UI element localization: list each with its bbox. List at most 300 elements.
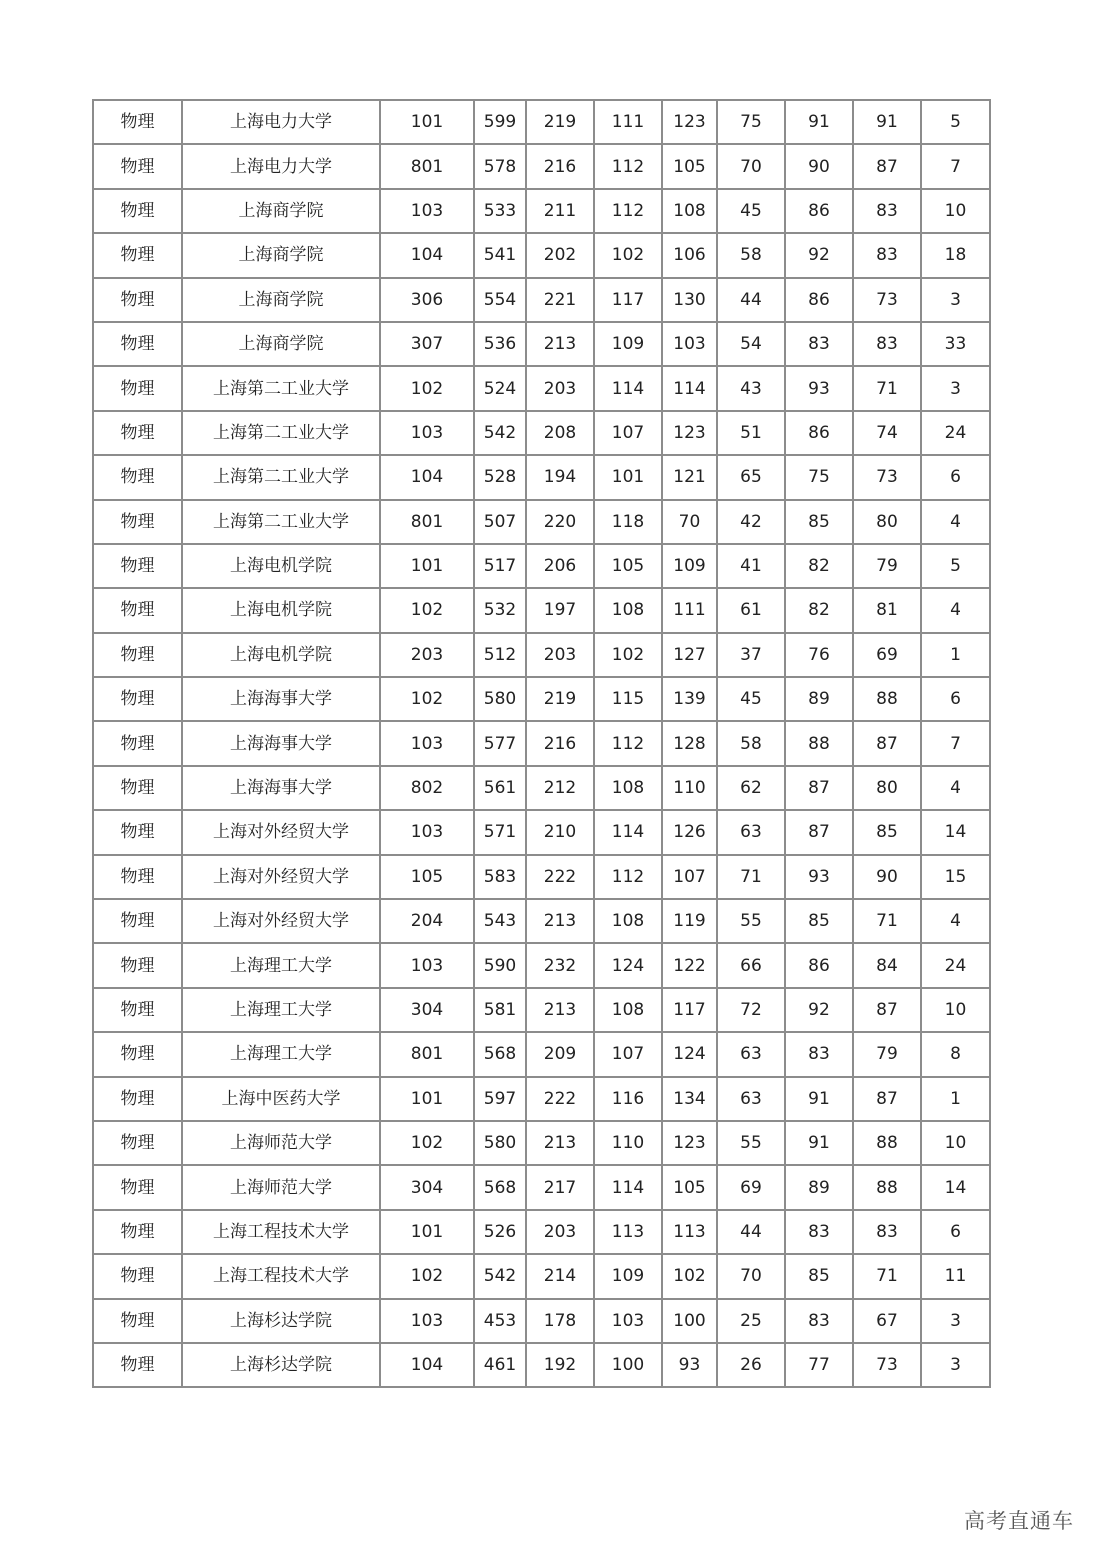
cell-elective-b: 84 xyxy=(853,943,921,987)
cell-school: 上海海事大学 xyxy=(182,677,380,721)
table-row xyxy=(93,1165,990,1209)
cell-foreign: 69 xyxy=(717,1165,785,1209)
cell-foreign: 61 xyxy=(717,588,785,632)
cell-elective-a: 86 xyxy=(785,411,853,455)
cell-school: 上海第二工业大学 xyxy=(182,500,380,544)
cell-foreign: 63 xyxy=(717,810,785,854)
cell-subject: 物理 xyxy=(93,633,182,677)
cell-elective-b: 83 xyxy=(853,189,921,233)
cell-elective-a: 88 xyxy=(785,721,853,765)
cell-elective-b: 73 xyxy=(853,455,921,499)
cell-foreign: 65 xyxy=(717,455,785,499)
cell-school: 上海工程技术大学 xyxy=(182,1210,380,1254)
cell-chinese-math-sum: 210 xyxy=(526,810,594,854)
cell-chinese-math-sum: 213 xyxy=(526,899,594,943)
cell-chinese: 109 xyxy=(594,322,662,366)
cell-math: 113 xyxy=(662,1210,717,1254)
cell-school: 上海理工大学 xyxy=(182,988,380,1032)
cell-math: 139 xyxy=(662,677,717,721)
cell-group-code: 104 xyxy=(380,455,474,499)
cell-elective-b: 80 xyxy=(853,500,921,544)
cell-school: 上海第二工业大学 xyxy=(182,366,380,410)
cell-math: 105 xyxy=(662,144,717,188)
cell-group-code: 101 xyxy=(380,544,474,588)
cell-chinese: 101 xyxy=(594,455,662,499)
cell-school: 上海海事大学 xyxy=(182,766,380,810)
cell-math: 126 xyxy=(662,810,717,854)
cell-chinese-math-sum: 219 xyxy=(526,100,594,144)
cell-elective-a: 87 xyxy=(785,766,853,810)
cell-count: 7 xyxy=(921,144,990,188)
cell-elective-a: 83 xyxy=(785,1210,853,1254)
cell-max-score: 542 xyxy=(474,1254,526,1298)
cell-elective-b: 79 xyxy=(853,544,921,588)
cell-foreign: 63 xyxy=(717,1077,785,1121)
cell-school: 上海第二工业大学 xyxy=(182,455,380,499)
cell-elective-a: 83 xyxy=(785,1032,853,1076)
cell-school: 上海电机学院 xyxy=(182,633,380,677)
cell-max-score: 580 xyxy=(474,677,526,721)
cell-math: 134 xyxy=(662,1077,717,1121)
cell-math: 102 xyxy=(662,1254,717,1298)
cell-elective-b: 87 xyxy=(853,144,921,188)
table-row xyxy=(93,1032,990,1076)
cell-elective-a: 93 xyxy=(785,366,853,410)
cell-max-score: 578 xyxy=(474,144,526,188)
cell-elective-b: 87 xyxy=(853,721,921,765)
cell-elective-a: 85 xyxy=(785,1254,853,1298)
cell-math: 117 xyxy=(662,988,717,1032)
cell-chinese-math-sum: 206 xyxy=(526,544,594,588)
cell-max-score: 532 xyxy=(474,588,526,632)
cell-chinese: 109 xyxy=(594,1254,662,1298)
cell-foreign: 54 xyxy=(717,322,785,366)
cell-chinese: 111 xyxy=(594,100,662,144)
table-row xyxy=(93,366,990,410)
cell-chinese-math-sum: 203 xyxy=(526,366,594,410)
cell-elective-b: 79 xyxy=(853,1032,921,1076)
cell-chinese-math-sum: 194 xyxy=(526,455,594,499)
cell-count: 8 xyxy=(921,1032,990,1076)
cell-elective-b: 83 xyxy=(853,233,921,277)
cell-chinese: 105 xyxy=(594,544,662,588)
table-row xyxy=(93,500,990,544)
cell-chinese: 102 xyxy=(594,633,662,677)
cell-subject: 物理 xyxy=(93,677,182,721)
cell-count: 6 xyxy=(921,1210,990,1254)
cell-school: 上海商学院 xyxy=(182,278,380,322)
cell-subject: 物理 xyxy=(93,899,182,943)
table-row xyxy=(93,899,990,943)
cell-foreign: 45 xyxy=(717,677,785,721)
cell-subject: 物理 xyxy=(93,455,182,499)
cell-chinese: 113 xyxy=(594,1210,662,1254)
cell-elective-a: 75 xyxy=(785,455,853,499)
cell-subject: 物理 xyxy=(93,278,182,322)
cell-max-score: 528 xyxy=(474,455,526,499)
cell-chinese: 107 xyxy=(594,411,662,455)
cell-chinese-math-sum: 208 xyxy=(526,411,594,455)
cell-chinese-math-sum: 211 xyxy=(526,189,594,233)
cell-math: 128 xyxy=(662,721,717,765)
cell-count: 1 xyxy=(921,1077,990,1121)
cell-elective-b: 90 xyxy=(853,855,921,899)
cell-max-score: 581 xyxy=(474,988,526,1032)
table-row xyxy=(93,411,990,455)
cell-school: 上海工程技术大学 xyxy=(182,1254,380,1298)
cell-group-code: 203 xyxy=(380,633,474,677)
cell-foreign: 42 xyxy=(717,500,785,544)
cell-chinese: 108 xyxy=(594,899,662,943)
cell-count: 15 xyxy=(921,855,990,899)
cell-elective-b: 83 xyxy=(853,1210,921,1254)
cell-elective-b: 88 xyxy=(853,1165,921,1209)
cell-count: 33 xyxy=(921,322,990,366)
cell-group-code: 105 xyxy=(380,855,474,899)
cell-chinese: 108 xyxy=(594,988,662,1032)
cell-elective-b: 81 xyxy=(853,588,921,632)
cell-subject: 物理 xyxy=(93,1343,182,1387)
cell-chinese: 108 xyxy=(594,588,662,632)
cell-foreign: 62 xyxy=(717,766,785,810)
cell-foreign: 44 xyxy=(717,1210,785,1254)
cell-group-code: 101 xyxy=(380,1077,474,1121)
cell-elective-b: 88 xyxy=(853,1121,921,1165)
table-body xyxy=(93,100,990,1387)
cell-subject: 物理 xyxy=(93,766,182,810)
cell-chinese: 114 xyxy=(594,366,662,410)
cell-math: 119 xyxy=(662,899,717,943)
cell-chinese-math-sum: 192 xyxy=(526,1343,594,1387)
cell-subject: 物理 xyxy=(93,366,182,410)
cell-count: 14 xyxy=(921,1165,990,1209)
table-row xyxy=(93,1121,990,1165)
cell-math: 123 xyxy=(662,100,717,144)
cell-chinese: 108 xyxy=(594,766,662,810)
cell-group-code: 101 xyxy=(380,100,474,144)
cell-school: 上海商学院 xyxy=(182,322,380,366)
cell-subject: 物理 xyxy=(93,1165,182,1209)
table-row xyxy=(93,233,990,277)
cell-max-score: 524 xyxy=(474,366,526,410)
cell-count: 3 xyxy=(921,278,990,322)
table-row xyxy=(93,677,990,721)
cell-group-code: 204 xyxy=(380,899,474,943)
cell-chinese-math-sum: 221 xyxy=(526,278,594,322)
cell-count: 10 xyxy=(921,1121,990,1165)
cell-school: 上海电机学院 xyxy=(182,588,380,632)
cell-foreign: 25 xyxy=(717,1299,785,1343)
cell-chinese: 112 xyxy=(594,189,662,233)
cell-count: 6 xyxy=(921,677,990,721)
cell-foreign: 51 xyxy=(717,411,785,455)
cell-elective-a: 91 xyxy=(785,100,853,144)
cell-subject: 物理 xyxy=(93,500,182,544)
cell-max-score: 542 xyxy=(474,411,526,455)
cell-max-score: 554 xyxy=(474,278,526,322)
cell-count: 14 xyxy=(921,810,990,854)
cell-elective-b: 74 xyxy=(853,411,921,455)
cell-max-score: 461 xyxy=(474,1343,526,1387)
cell-count: 4 xyxy=(921,766,990,810)
cell-group-code: 802 xyxy=(380,766,474,810)
cell-foreign: 26 xyxy=(717,1343,785,1387)
cell-max-score: 507 xyxy=(474,500,526,544)
cell-math: 127 xyxy=(662,633,717,677)
cell-math: 123 xyxy=(662,411,717,455)
cell-math: 93 xyxy=(662,1343,717,1387)
cell-count: 4 xyxy=(921,500,990,544)
cell-math: 111 xyxy=(662,588,717,632)
cell-elective-a: 91 xyxy=(785,1121,853,1165)
cell-count: 4 xyxy=(921,899,990,943)
cell-chinese-math-sum: 202 xyxy=(526,233,594,277)
cell-max-score: 541 xyxy=(474,233,526,277)
cell-subject: 物理 xyxy=(93,810,182,854)
cell-school: 上海对外经贸大学 xyxy=(182,899,380,943)
cell-group-code: 103 xyxy=(380,943,474,987)
cell-chinese: 107 xyxy=(594,1032,662,1076)
cell-elective-b: 88 xyxy=(853,677,921,721)
table-row xyxy=(93,1077,990,1121)
cell-max-score: 583 xyxy=(474,855,526,899)
cell-max-score: 561 xyxy=(474,766,526,810)
cell-school: 上海电力大学 xyxy=(182,100,380,144)
cell-foreign: 58 xyxy=(717,233,785,277)
cell-max-score: 512 xyxy=(474,633,526,677)
cell-chinese-math-sum: 209 xyxy=(526,1032,594,1076)
cell-subject: 物理 xyxy=(93,544,182,588)
cell-count: 3 xyxy=(921,366,990,410)
cell-max-score: 517 xyxy=(474,544,526,588)
cell-elective-a: 82 xyxy=(785,588,853,632)
cell-chinese-math-sum: 222 xyxy=(526,1077,594,1121)
cell-chinese: 112 xyxy=(594,721,662,765)
cell-elective-b: 80 xyxy=(853,766,921,810)
cell-math: 106 xyxy=(662,233,717,277)
table-row xyxy=(93,633,990,677)
cell-elective-a: 85 xyxy=(785,500,853,544)
cell-school: 上海理工大学 xyxy=(182,943,380,987)
cell-count: 1 xyxy=(921,633,990,677)
cell-max-score: 543 xyxy=(474,899,526,943)
cell-group-code: 304 xyxy=(380,1165,474,1209)
cell-school: 上海中医药大学 xyxy=(182,1077,380,1121)
table-row xyxy=(93,588,990,632)
cell-chinese: 112 xyxy=(594,144,662,188)
cell-school: 上海对外经贸大学 xyxy=(182,810,380,854)
cell-subject: 物理 xyxy=(93,100,182,144)
cell-max-score: 571 xyxy=(474,810,526,854)
cell-elective-a: 86 xyxy=(785,943,853,987)
cell-group-code: 101 xyxy=(380,1210,474,1254)
cell-count: 4 xyxy=(921,588,990,632)
cell-math: 107 xyxy=(662,855,717,899)
cell-foreign: 55 xyxy=(717,1121,785,1165)
cell-group-code: 801 xyxy=(380,1032,474,1076)
cell-chinese: 114 xyxy=(594,810,662,854)
table-row xyxy=(93,721,990,765)
cell-school: 上海海事大学 xyxy=(182,721,380,765)
cell-foreign: 58 xyxy=(717,721,785,765)
cell-group-code: 102 xyxy=(380,1254,474,1298)
score-table xyxy=(92,99,991,1388)
cell-elective-b: 69 xyxy=(853,633,921,677)
cell-max-score: 526 xyxy=(474,1210,526,1254)
cell-subject: 物理 xyxy=(93,988,182,1032)
cell-subject: 物理 xyxy=(93,1299,182,1343)
cell-math: 109 xyxy=(662,544,717,588)
cell-group-code: 304 xyxy=(380,988,474,1032)
cell-group-code: 103 xyxy=(380,411,474,455)
cell-foreign: 75 xyxy=(717,100,785,144)
cell-group-code: 104 xyxy=(380,1343,474,1387)
cell-math: 70 xyxy=(662,500,717,544)
table-row xyxy=(93,988,990,1032)
cell-chinese: 116 xyxy=(594,1077,662,1121)
cell-chinese: 114 xyxy=(594,1165,662,1209)
cell-chinese-math-sum: 222 xyxy=(526,855,594,899)
cell-math: 105 xyxy=(662,1165,717,1209)
table-row xyxy=(93,322,990,366)
cell-group-code: 102 xyxy=(380,1121,474,1165)
cell-elective-b: 73 xyxy=(853,278,921,322)
cell-elective-b: 87 xyxy=(853,1077,921,1121)
cell-elective-a: 87 xyxy=(785,810,853,854)
table-row xyxy=(93,144,990,188)
cell-chinese-math-sum: 197 xyxy=(526,588,594,632)
watermark-text: 高考直通车 xyxy=(964,1509,1074,1533)
table-row xyxy=(93,943,990,987)
cell-chinese: 112 xyxy=(594,855,662,899)
cell-group-code: 103 xyxy=(380,721,474,765)
cell-group-code: 103 xyxy=(380,810,474,854)
cell-math: 123 xyxy=(662,1121,717,1165)
cell-elective-b: 73 xyxy=(853,1343,921,1387)
cell-group-code: 103 xyxy=(380,189,474,233)
cell-school: 上海杉达学院 xyxy=(182,1343,380,1387)
cell-elective-a: 93 xyxy=(785,855,853,899)
cell-count: 5 xyxy=(921,100,990,144)
cell-math: 100 xyxy=(662,1299,717,1343)
table-row xyxy=(93,278,990,322)
cell-foreign: 71 xyxy=(717,855,785,899)
cell-elective-b: 67 xyxy=(853,1299,921,1343)
cell-chinese: 110 xyxy=(594,1121,662,1165)
cell-elective-b: 85 xyxy=(853,810,921,854)
cell-group-code: 102 xyxy=(380,366,474,410)
cell-elective-b: 71 xyxy=(853,899,921,943)
cell-chinese-math-sum: 178 xyxy=(526,1299,594,1343)
table-row xyxy=(93,1299,990,1343)
cell-foreign: 66 xyxy=(717,943,785,987)
cell-foreign: 43 xyxy=(717,366,785,410)
cell-count: 6 xyxy=(921,455,990,499)
cell-max-score: 453 xyxy=(474,1299,526,1343)
cell-elective-a: 92 xyxy=(785,233,853,277)
cell-subject: 物理 xyxy=(93,1032,182,1076)
table-row xyxy=(93,766,990,810)
cell-subject: 物理 xyxy=(93,855,182,899)
cell-chinese-math-sum: 212 xyxy=(526,766,594,810)
cell-chinese: 100 xyxy=(594,1343,662,1387)
cell-chinese-math-sum: 217 xyxy=(526,1165,594,1209)
cell-count: 24 xyxy=(921,411,990,455)
cell-foreign: 44 xyxy=(717,278,785,322)
cell-max-score: 580 xyxy=(474,1121,526,1165)
cell-math: 110 xyxy=(662,766,717,810)
cell-elective-b: 83 xyxy=(853,322,921,366)
table-row xyxy=(93,1254,990,1298)
cell-foreign: 37 xyxy=(717,633,785,677)
cell-foreign: 41 xyxy=(717,544,785,588)
cell-chinese: 124 xyxy=(594,943,662,987)
table-row xyxy=(93,810,990,854)
cell-elective-a: 83 xyxy=(785,1299,853,1343)
cell-subject: 物理 xyxy=(93,411,182,455)
cell-count: 10 xyxy=(921,189,990,233)
cell-chinese: 118 xyxy=(594,500,662,544)
cell-count: 11 xyxy=(921,1254,990,1298)
cell-subject: 物理 xyxy=(93,189,182,233)
cell-math: 103 xyxy=(662,322,717,366)
cell-elective-a: 91 xyxy=(785,1077,853,1121)
cell-math: 124 xyxy=(662,1032,717,1076)
cell-elective-a: 82 xyxy=(785,544,853,588)
cell-math: 108 xyxy=(662,189,717,233)
cell-foreign: 55 xyxy=(717,899,785,943)
cell-school: 上海商学院 xyxy=(182,233,380,277)
cell-elective-a: 86 xyxy=(785,278,853,322)
cell-chinese-math-sum: 216 xyxy=(526,721,594,765)
cell-chinese-math-sum: 220 xyxy=(526,500,594,544)
cell-foreign: 63 xyxy=(717,1032,785,1076)
cell-school: 上海第二工业大学 xyxy=(182,411,380,455)
cell-chinese-math-sum: 214 xyxy=(526,1254,594,1298)
cell-school: 上海师范大学 xyxy=(182,1165,380,1209)
cell-max-score: 577 xyxy=(474,721,526,765)
cell-school: 上海对外经贸大学 xyxy=(182,855,380,899)
cell-count: 3 xyxy=(921,1343,990,1387)
cell-max-score: 597 xyxy=(474,1077,526,1121)
cell-elective-a: 76 xyxy=(785,633,853,677)
cell-chinese-math-sum: 213 xyxy=(526,988,594,1032)
cell-chinese: 117 xyxy=(594,278,662,322)
cell-school: 上海理工大学 xyxy=(182,1032,380,1076)
cell-count: 7 xyxy=(921,721,990,765)
cell-max-score: 536 xyxy=(474,322,526,366)
cell-elective-a: 83 xyxy=(785,322,853,366)
cell-chinese-math-sum: 203 xyxy=(526,1210,594,1254)
cell-elective-b: 87 xyxy=(853,988,921,1032)
cell-elective-b: 71 xyxy=(853,1254,921,1298)
cell-max-score: 568 xyxy=(474,1165,526,1209)
cell-elective-a: 85 xyxy=(785,899,853,943)
cell-school: 上海杉达学院 xyxy=(182,1299,380,1343)
cell-math: 122 xyxy=(662,943,717,987)
cell-elective-a: 89 xyxy=(785,677,853,721)
cell-elective-a: 89 xyxy=(785,1165,853,1209)
cell-subject: 物理 xyxy=(93,233,182,277)
cell-chinese-math-sum: 219 xyxy=(526,677,594,721)
cell-elective-b: 71 xyxy=(853,366,921,410)
cell-subject: 物理 xyxy=(93,588,182,632)
cell-elective-a: 77 xyxy=(785,1343,853,1387)
cell-elective-a: 90 xyxy=(785,144,853,188)
cell-group-code: 307 xyxy=(380,322,474,366)
cell-foreign: 70 xyxy=(717,1254,785,1298)
cell-subject: 物理 xyxy=(93,1254,182,1298)
